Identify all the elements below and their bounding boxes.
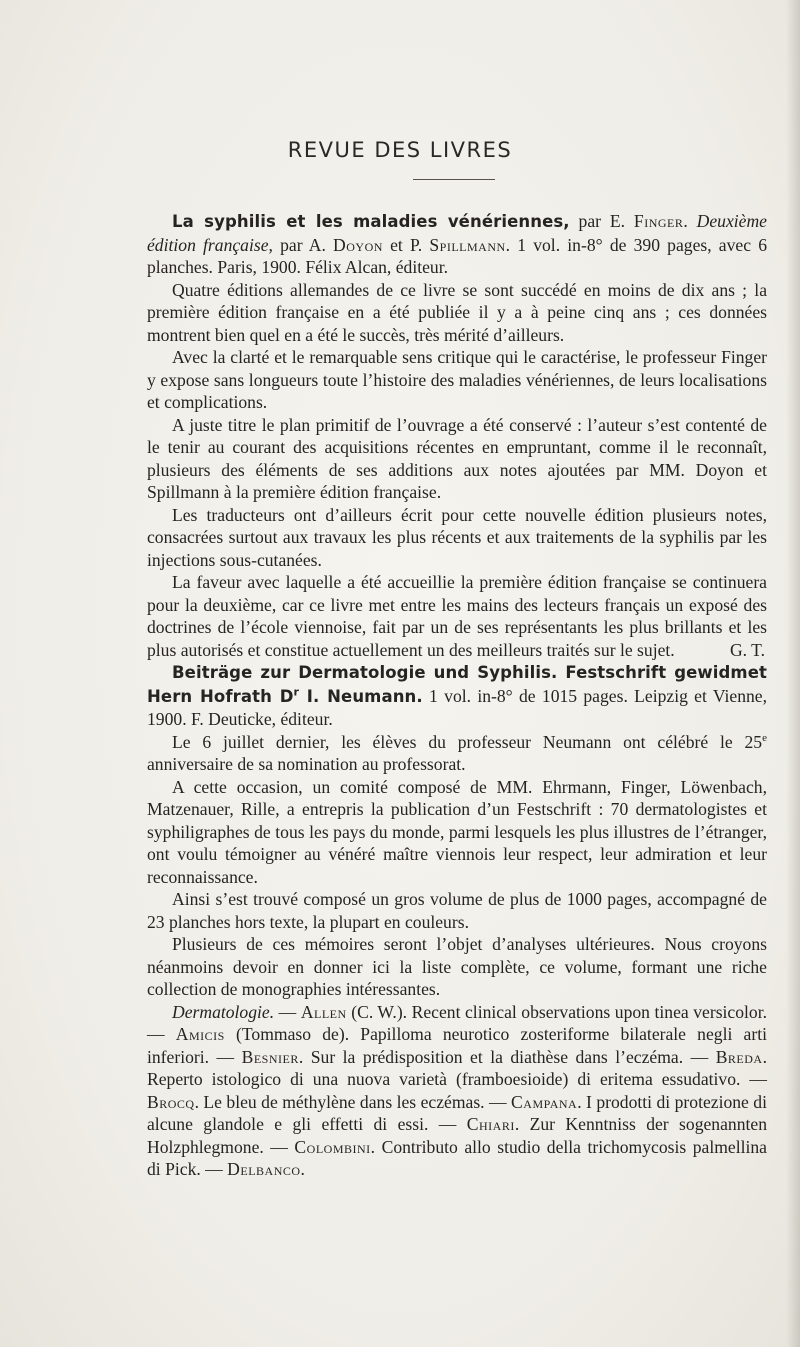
- list-section-label: Dermatologie.: [172, 1001, 275, 1022]
- translator-name: Doyon: [333, 234, 383, 255]
- contributor-name: Amicis: [175, 1024, 225, 1044]
- edition-note: Deuxième édition française,: [147, 211, 767, 255]
- author-name: Finger: [633, 211, 684, 231]
- contributor-name: Delbanco: [227, 1159, 301, 1179]
- book-title: La syphilis et les maladies vénériennes,: [172, 212, 570, 231]
- paragraph: La faveur avec laquelle a été accueillie la première édition française se continuera pour la deuxième, car ce livre met entre les mains des lecteurs français un exposé des doctrines de l’école viennoise, fait par un de ses représentants les plus brillants et les plus autorisés et constitue actuellement un des meilleurs traités sur le sujet. G. T.: [147, 572, 767, 660]
- contributor-name: Colombini: [294, 1136, 371, 1157]
- contributor-name: Breda: [715, 1046, 763, 1067]
- translator-name: Spillmann: [429, 234, 506, 255]
- paragraph: Quatre éditions allemandes de ce livre se sont succédé en moins de dix ans ; la première édition française en a été publiée il y a à peine cinq ans ; ces données montrent bien quel en a été le succès, très mérité d’ailleurs.: [147, 279, 767, 345]
- contributor-name: Campana: [511, 1091, 578, 1112]
- contributor-name: Chiari: [466, 1114, 515, 1134]
- paragraph: Le 6 juillet dernier, les élèves du professeur Neumann ont célébré le 25e anniversaire de sa nomination au professorat.: [147, 731, 767, 774]
- paragraph: Avec la clarté et le remarquable sens critique qui le caractérise, le professeur Finger y expose sans longueurs toute l’histoire des maladies vénériennes, de leurs localisations et complications.: [147, 347, 767, 412]
- review-entry-neumann: [147, 661, 767, 731]
- review-entry-finger: La syphilis et les maladies vénériennes, par E. Finger. Deuxième édition française, par A. Doyon et P. Spillmann. 1 vol. in-8° de 390 pages, avec 6 planches. Paris, 1900. Félix Alcan, éditeur.: [147, 211, 767, 277]
- section-heading: REVUE DES LIVRES: [287, 138, 513, 162]
- paragraph: Ainsi s’est trouvé composé un gros volume de plus de 1000 pages, accompagné de 23 planches hors texte, la plupart en couleurs.: [147, 889, 767, 932]
- publication-info: 1 vol. in-8° de 1015 pages. Leipzig et Vienne, 1900. F. Deuticke, éditeur.: [147, 685, 767, 729]
- contributor-name: Besnier: [241, 1046, 299, 1067]
- contributor-name: Allen: [300, 1001, 347, 1022]
- reviewer-signature: G. T.: [729, 639, 765, 660]
- heading-rule: [413, 179, 495, 180]
- paragraph: A cette occasion, un comité composé de MM. Ehrmann, Finger, Löwenbach, Matzenauer, Rille, a entrepris la publication d’un Festschrift : 70 dermatologistes et syphiligraphes de tous les pays du monde, parmi lesquels les plus illustres de l’étranger, ont voulu témoigner au vénéré maître viennois leur respect, leur admiration et leur reconnaissance.: [147, 776, 767, 887]
- contributor-name: Brocq: [147, 1091, 195, 1112]
- article-body: [147, 210, 767, 1181]
- publication-info: . 1 vol. in-8° de 390 pages, avec 6 planches. Paris, 1900. Félix Alcan, éditeur.: [147, 234, 767, 277]
- page-edge-shadow: [786, 0, 800, 1347]
- paragraph: Plusieurs de ces mémoires seront l’objet d’analyses ultérieures. Nous croyons néanmoins devoir en donner ici la liste complète, ce volume, formant une riche collection de monographies intéressantes.: [147, 934, 767, 999]
- paragraph: Les traducteurs ont d’ailleurs écrit pour cette nouvelle édition plusieurs notes, consacrées surtout aux travaux les plus récents et aux traitements de la syphilis par les injections sous-cutanées.: [147, 504, 767, 570]
- contents-list: Dermatologie. — Allen (C. W.). Recent clinical observations upon tinea versicolor. — Amicis (Tommaso de). Papilloma neurotico zosteriforme bilaterale negli arti inferiori. — Besnier. Sur la prédisposition et la diathèse dans l’eczéma. — Breda. Reperto istologico di una nuova varietà (framboesioide) di eritema essudativo. — Brocq. Le bleu de méthylène dans les eczémas. — Campana. I prodotti di protezione di alcune glandole e gli effetti di essi. — Chiari. Zur Kenntniss der sogenannten Holzphlegmone. — Colombini. Contributo allo studio della trichomycosis palmellina di Pick. — Delbanco.: [147, 1001, 768, 1179]
- book-title: Beiträge zur Dermatologie und Syphilis. Festschrift gewidmet Hern Hofrath $D^r$ I. Neumann.: [147, 663, 767, 706]
- paragraph: A juste titre le plan primitif de l’ouvrage a été conservé : l’auteur s’est contenté de le tenir au courant des acquisitions récentes en empruntant, comme il le reconnaît, plusieurs des éléments de ses additions aux notes ajoutées par MM. Doyon et Spillmann à la première édition française.: [147, 414, 767, 502]
